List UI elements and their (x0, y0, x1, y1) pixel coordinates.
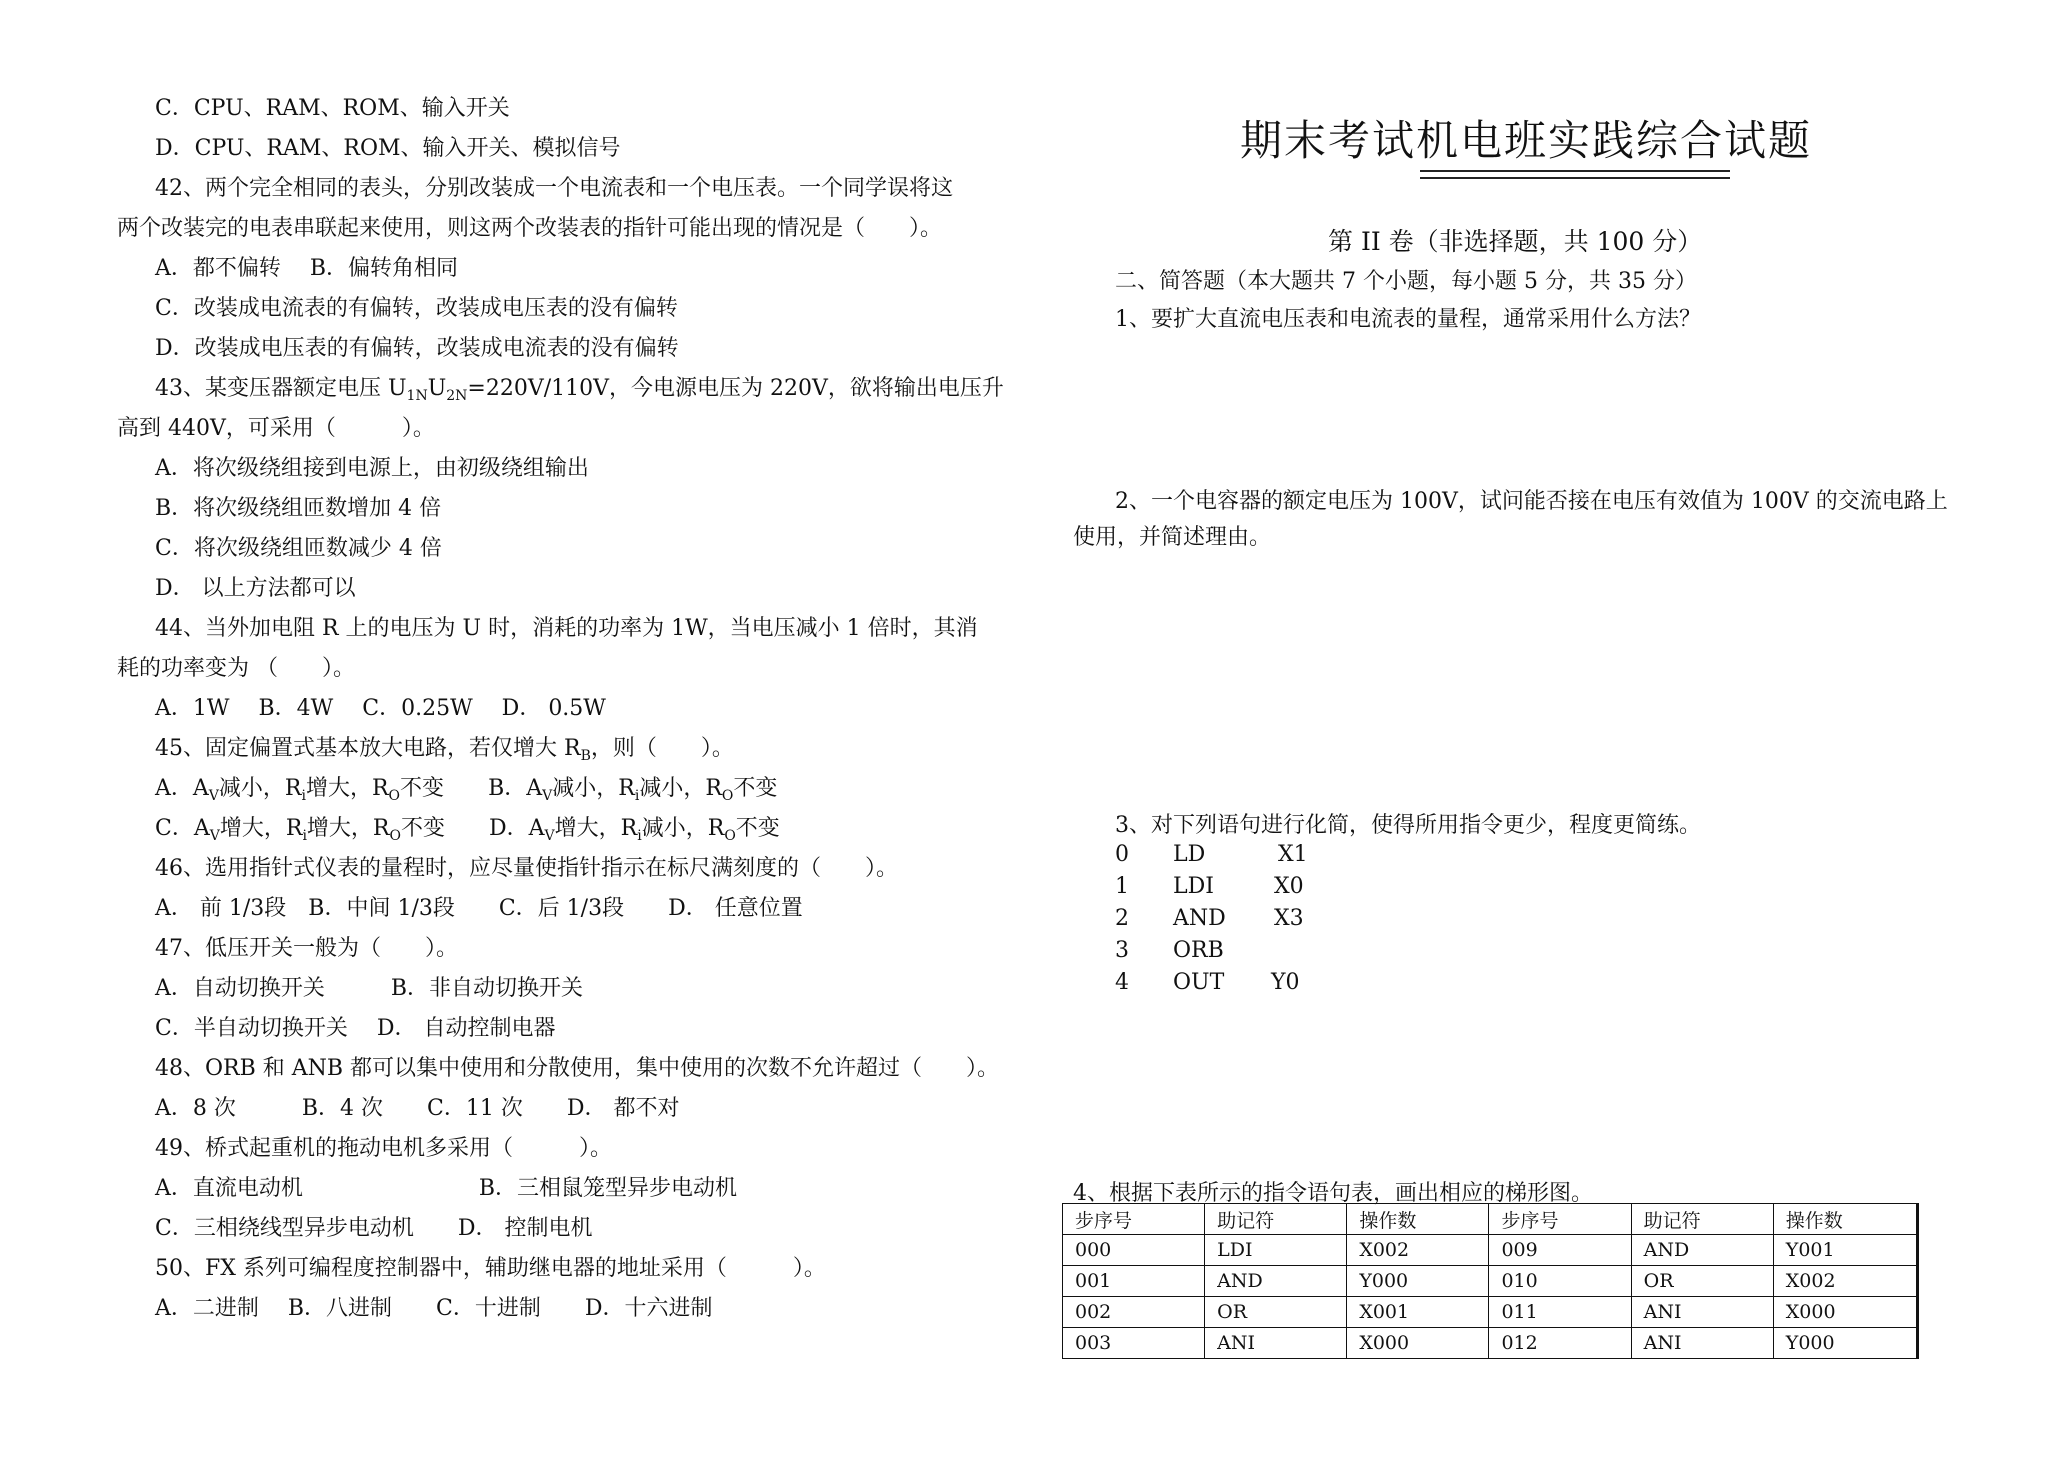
question-3: 3、对下列语句进行化简，使得所用指令更少，程度更简练。 (1115, 813, 1701, 838)
instruction-row: 1 LDI X0 (1115, 874, 1304, 899)
option-line: A．$A_V$减小，$R_i$增大，$R_O$不变 B．$A_V$减小，$R_i$减小，$R_O$不变 (155, 776, 778, 804)
instruction-row: 2 AND X3 (1115, 906, 1304, 931)
table-cell: X001 (1347, 1297, 1489, 1328)
table-cell: ANI (1631, 1328, 1773, 1359)
table-cell: 010 (1489, 1266, 1631, 1297)
option-line: A．直流电动机 B．三相鼠笼型异步电动机 (155, 1176, 738, 1201)
table-cell: OR (1631, 1266, 1773, 1297)
question-45: 45、固定偏置式基本放大电路，若仅增大 $R_B$，则（ ）。 (155, 736, 734, 764)
table-cell: 000 (1063, 1235, 1205, 1266)
option-line: A． 前 1/3段 B．中间 1/3段 C．后 1/3段 D． 任意位置 (155, 896, 803, 921)
question-4: 4、根据下表所示的指令语句表，画出相应的梯形图。 (1073, 1181, 1593, 1206)
instruction-row: 3 ORB (1115, 938, 1224, 963)
option-line: A．自动切换开关 B．非自动切换开关 (155, 976, 584, 1001)
page-title: 期末考试机电班实践综合试题 (1240, 116, 1813, 165)
option-line: C．将次级绕组匝数减少 4 倍 (155, 536, 442, 561)
option-line: B．将次级绕组匝数增加 4 倍 (155, 496, 442, 521)
option-line: C．三相绕线型异步电动机 D． 控制电机 (155, 1216, 593, 1241)
question-2-cont: 使用，并简述理由。 (1073, 525, 1272, 550)
question-42-cont: 两个改装完的电表串联起来使用，则这两个改装表的指针可能出现的情况是（ ）。 (117, 216, 943, 241)
question-1: 1、要扩大直流电压表和电流表的量程，通常采用什么方法？ (1115, 307, 1701, 332)
option-line: A．都不偏转 B．偏转角相同 (155, 256, 459, 281)
option-line: A．1W B．4W C．0.25W D． 0.5W (155, 696, 606, 721)
table-row (1063, 1266, 1918, 1297)
table-cell: X002 (1347, 1235, 1489, 1266)
table-header-cell: 操作数 (1347, 1204, 1489, 1235)
table-cell: X000 (1347, 1328, 1489, 1359)
table-header-cell: 步序号 (1063, 1204, 1205, 1235)
question-48: 48、ORB 和 ANB 都可以集中使用和分散使用，集中使用的次数不允许超过（ ）。 (155, 1056, 1000, 1081)
table-row (1063, 1328, 1918, 1359)
option-line: C．改装成电流表的有偏转，改装成电压表的没有偏转 (155, 296, 678, 321)
table-header-cell: 操作数 (1773, 1204, 1917, 1235)
question-50: 50、FX 系列可编程度控制器中，辅助继电器的地址采用（ ）。 (155, 1256, 826, 1281)
table-cell: 001 (1063, 1266, 1205, 1297)
table-cell: X000 (1773, 1297, 1917, 1328)
table-cell: 009 (1489, 1235, 1631, 1266)
table-cell: X002 (1773, 1266, 1917, 1297)
question-44-cont: 耗的功率变为 （ ）。 (117, 656, 355, 681)
table-cell: Y000 (1773, 1328, 1917, 1359)
table-header-cell: 步序号 (1489, 1204, 1631, 1235)
table-cell: ANI (1205, 1328, 1347, 1359)
question-42: 42、两个完全相同的表头，分别改装成一个电流表和一个电压表。一个同学误将这 (155, 176, 953, 201)
table-header-cell: 助记符 (1631, 1204, 1773, 1235)
option-line: A．8 次 B．4 次 C．11 次 D． 都不对 (155, 1096, 680, 1121)
table-cell: AND (1205, 1266, 1347, 1297)
table-cell: OR (1205, 1297, 1347, 1328)
table-cell: 002 (1063, 1297, 1205, 1328)
instruction-table (1062, 1203, 1919, 1359)
question-43-cont: 高到 440V，可采用（ ）。 (117, 416, 435, 441)
option-line: A．二进制 B．八进制 C．十进制 D．十六进制 (155, 1296, 713, 1321)
title-underline (1420, 170, 1730, 172)
question-2: 2、一个电容器的额定电压为 100V，试问能否接在电压有效值为 100V 的交流电路上 (1115, 489, 1948, 514)
table-row (1063, 1235, 1918, 1266)
table-cell: Y000 (1347, 1266, 1489, 1297)
question-43: 43、某变压器额定电压 $U_{1N}U_{2N}=220V/110V$，今电源电压为 220V，欲将输出电压升 (155, 376, 1004, 404)
table-cell: ANI (1631, 1297, 1773, 1328)
option-line: D．CPU、RAM、ROM、输入开关、模拟信号 (155, 136, 621, 161)
paper-subtitle: 第 II 卷（非选择题，共 100 分） (1328, 227, 1703, 256)
table-header-cell: 助记符 (1205, 1204, 1347, 1235)
option-line: C．$A_V$增大，$R_i$增大，$R_O$不变 D．$A_V$增大，$R_i$减小，$R_O$不变 (155, 816, 780, 844)
question-46: 46、选用指针式仪表的量程时，应尽量使指针指示在标尺满刻度的（ ）。 (155, 856, 898, 881)
table-cell: 003 (1063, 1328, 1205, 1359)
option-line: A．将次级绕组接到电源上，由初级绕组输出 (155, 456, 589, 481)
option-line: D．改装成电压表的有偏转，改装成电流表的没有偏转 (155, 336, 679, 361)
instruction-row: 0 LD X1 (1115, 842, 1308, 867)
section-heading: 二、简答题（本大题共 7 个小题，每小题 5 分，共 35 分） (1115, 269, 1697, 294)
title-underline (1420, 177, 1730, 179)
option-line: D． 以上方法都可以 (155, 576, 356, 601)
table-header-row (1063, 1204, 1918, 1235)
instruction-row: 4 OUT Y0 (1115, 970, 1300, 995)
table-cell: 012 (1489, 1328, 1631, 1359)
question-44: 44、当外加电阻 R 上的电压为 U 时，消耗的功率为 1W，当电压减小 1 倍时，其消 (155, 616, 978, 641)
question-47: 47、低压开关一般为（ ）。 (155, 936, 458, 961)
table-cell: LDI (1205, 1235, 1347, 1266)
option-line: C．半自动切换开关 D． 自动控制电器 (155, 1016, 556, 1041)
question-49: 49、桥式起重机的拖动电机多采用（ ）。 (155, 1136, 612, 1161)
table-cell: AND (1631, 1235, 1773, 1266)
table-cell: Y001 (1773, 1235, 1917, 1266)
option-line: C．CPU、RAM、ROM、输入开关 (155, 96, 510, 121)
table-row (1063, 1297, 1918, 1328)
table-cell: 011 (1489, 1297, 1631, 1328)
